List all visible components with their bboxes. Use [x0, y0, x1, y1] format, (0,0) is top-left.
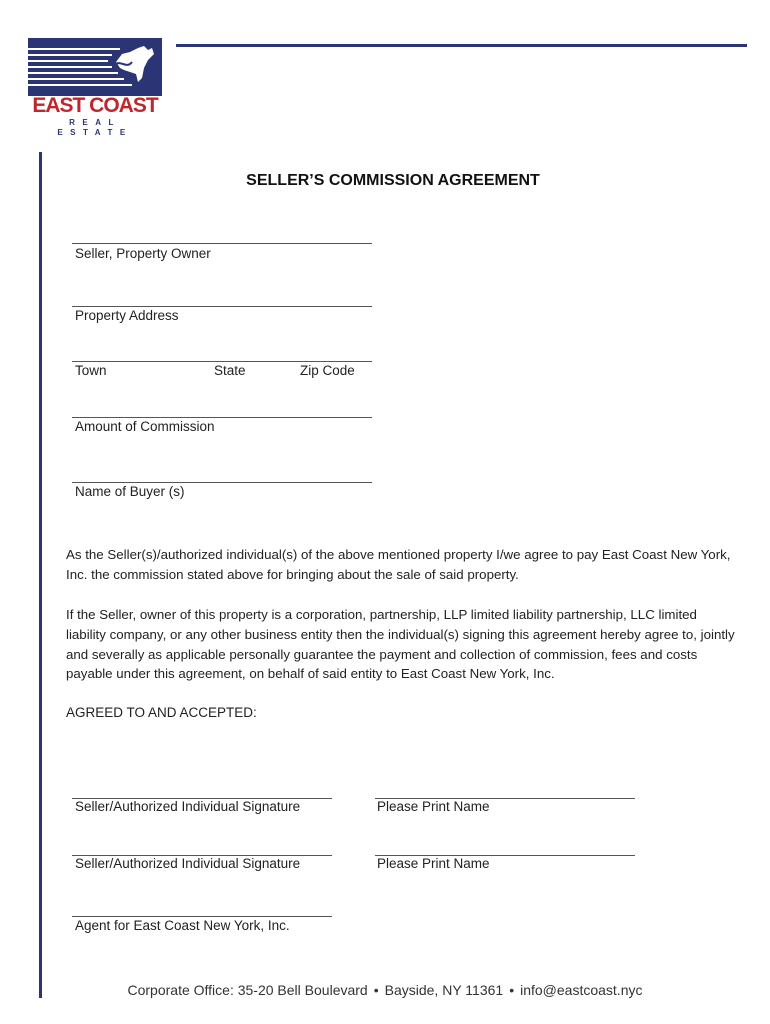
company-logo — [28, 38, 162, 136]
footer-email[interactable]: info@eastcoast.nyc — [520, 982, 643, 998]
side-rule — [39, 152, 42, 998]
header-rule — [176, 44, 747, 47]
print-name-label-1: Please Print Name — [377, 799, 490, 814]
logo-name: EAST COAST — [32, 94, 158, 117]
signature-label-2: Seller/Authorized Individual Signature — [75, 856, 301, 871]
state-label: State — [214, 363, 246, 378]
print-name-label-2: Please Print Name — [377, 856, 490, 871]
page-title: SELLER’S COMMISSION AGREEMENT — [246, 172, 540, 189]
agent-label: Agent for East Coast New York, Inc. — [75, 918, 290, 933]
footer — [0, 982, 770, 998]
paragraph-1: As the Seller(s)/authorized individual(s) of the above mentioned property I/we agree to pay East Coast New York, Inc. the commission stated above for bringing about the sale of said property. — [66, 547, 731, 582]
seller-label: Seller, Property Owner — [75, 246, 211, 261]
seller-line[interactable] — [72, 243, 372, 244]
paragraph-2: If the Seller, owner of this property is a corporation, partnership, LLP limited liability partnership, LLC limited liability company, or any other business entity then the individual(s) signing this agreement hereby agree to, jointly and severally as applicable personally guarantee the payment and collection of commission, fees and costs payable under this agreement, on behalf of said entity to East Coast New York, Inc. — [66, 607, 735, 682]
footer-bullet: • — [509, 982, 515, 998]
us-map-icon — [112, 44, 156, 84]
buyer-label: Name of Buyer (s) — [75, 484, 185, 499]
town-state-zip-line[interactable] — [72, 361, 372, 362]
logo-emblem — [28, 38, 162, 96]
buyer-line[interactable] — [72, 482, 372, 483]
address-label: Property Address — [75, 308, 179, 323]
address-line[interactable] — [72, 306, 372, 307]
agent-line[interactable] — [72, 916, 332, 917]
footer-office: Corporate Office: 35-20 Bell Boulevard — [127, 982, 368, 998]
town-label: Town — [75, 363, 107, 378]
signature-label-1: Seller/Authorized Individual Signature — [75, 799, 301, 814]
zip-label: Zip Code — [300, 363, 355, 378]
logo-subtitle: REAL ESTATE — [57, 118, 133, 137]
agreed-heading: AGREED TO AND ACCEPTED: — [66, 705, 257, 720]
commission-line[interactable] — [72, 417, 372, 418]
footer-bullet: • — [373, 982, 379, 998]
footer-city: Bayside, NY 11361 — [384, 982, 504, 998]
commission-label: Amount of Commission — [75, 419, 215, 434]
